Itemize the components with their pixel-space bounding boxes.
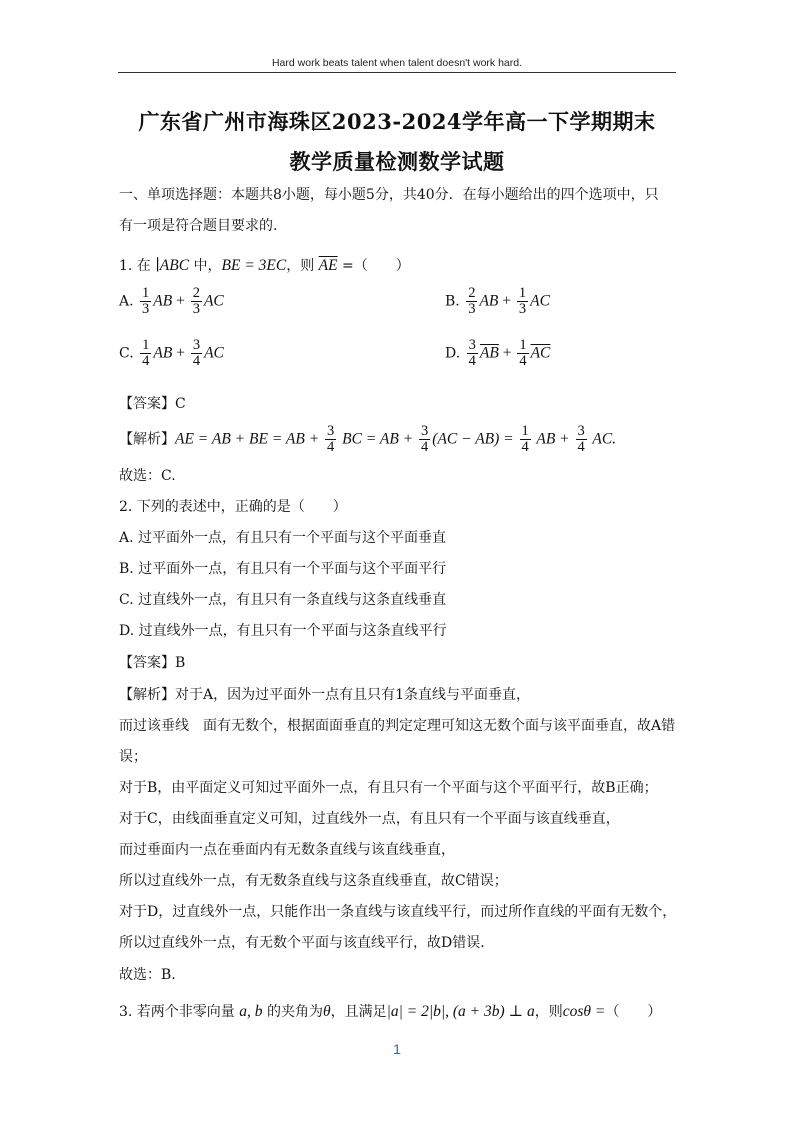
q1-analysis-expr: AC. [588, 430, 617, 448]
q2-option-a: A. 过平面外一点，有且只有一个平面与这个平面垂直 [119, 530, 447, 546]
fraction: $\frac{1}{3}$ [518, 285, 527, 318]
q2-option-b: B. 过平面外一点，有且只有一个平面与这个平面平行 [119, 561, 447, 577]
q1-target-vector: $\overline{AE}$ [318, 257, 338, 274]
q1-option-d: D. $\frac{3}{4}$ $\overline{AB}$ + $\frac{1}{4}$ $\overline{AC}$ [445, 337, 551, 370]
q1-option-b: B. $\frac{2}{3}$ AB + $\frac{1}{3}$ AC [445, 285, 550, 318]
fraction: $\frac{1}{4}$ [142, 337, 150, 370]
q3-stem [119, 1004, 661, 1020]
q2-analysis-line: 而过垂面内一点在垂面内有无数条直线与该直线垂直， [119, 842, 455, 858]
q2-option-c: C. 过直线外一点，有且只有一条直线与这条直线垂直 [119, 592, 447, 608]
q1-triangle: ∣ABC [155, 257, 190, 274]
q2-analysis-line: 所以过直线外一点，有无数条直线与这条直线垂直，故C错误； [119, 873, 508, 889]
q1-analysis-expr: AB + [532, 430, 574, 448]
q2-analysis-line: 对于D，过直线外一点，只能作出一条直线与该直线平行，而过所作直线的平面有无数个， [119, 904, 677, 920]
q1-stem [119, 258, 410, 274]
q1-stem-c: ，则 [286, 258, 319, 274]
q1-conclusion: 故选：C. [119, 468, 176, 484]
q1-option-c: C. $\frac{1}{4}$ AB + $\frac{3}{4}$ AC [119, 337, 224, 370]
q1-answer: 【答案】C [119, 396, 186, 412]
fraction: $\frac{3}{4}$ [421, 423, 429, 456]
q1-option-a-label: A. [119, 293, 134, 310]
q2-stem: 2. 下列的表述中，正确的是（ ） [119, 499, 347, 515]
q1-analysis-expr: AE = AB + BE = AB + [175, 430, 324, 448]
q1-stem-d: =（ ） [337, 258, 410, 274]
fraction: $\frac{3}{4}$ [327, 423, 335, 456]
q1-option-c-label: C. [119, 345, 134, 362]
q2-answer: 【答案】B [119, 655, 186, 671]
fraction: $\frac{1}{4}$ [521, 423, 529, 456]
q2-conclusion: 故选：B. [119, 967, 176, 983]
section-instructions-line2: 有一项是符合题目要求的. [119, 218, 278, 234]
page-number: 1 [393, 1041, 401, 1057]
q2-analysis-line: 【解析】对于A，因为过平面外一点有且只有1条直线与平面垂直， [119, 687, 531, 703]
q3-vectors: a, b [239, 1003, 263, 1020]
q2-option-d: D. 过直线外一点，有且只有一个平面与这条直线平行 [119, 623, 447, 639]
q3-stem-a: 3. 若两个非零向量 [119, 1004, 240, 1020]
q1-option-b-label: B. [445, 293, 460, 310]
page-header-motto: Hard work beats talent when talent doesn't work hard. [271, 57, 523, 69]
q3-stem-c: ，且满足 [330, 1004, 387, 1020]
q1-analysis [119, 424, 616, 455]
header-rule [118, 72, 676, 73]
section-instructions-line1: 一、单项选择题：本题共8小题，每小题5分，共40分．在每小题给出的四个选项中，只 [119, 187, 659, 203]
q2-analysis-line: 误； [119, 749, 147, 765]
fraction: $\frac{3}{4}$ [192, 337, 201, 370]
q3-ask: cosθ = [562, 1003, 606, 1020]
q1-stem-b: 中， [189, 258, 222, 274]
q3-stem-b: 的夹角为 [262, 1004, 323, 1020]
q1-stem-a: 1. 在 [119, 258, 156, 274]
fraction: $\frac{2}{3}$ [192, 285, 200, 318]
q1-condition: BE = 3EC [221, 257, 287, 274]
fraction: $\frac{2}{3}$ [468, 285, 476, 318]
q3-stem-e: （ ） [605, 1004, 662, 1020]
q1-analysis-label: 【解析】 [119, 431, 175, 448]
q1-analysis-expr: (AC − AB) = [432, 430, 518, 448]
fraction: $\frac{1}{3}$ [142, 285, 150, 318]
fraction: $\frac{3}{4}$ [468, 337, 476, 370]
fraction: $\frac{1}{4}$ [519, 337, 527, 370]
fraction: $\frac{3}{4}$ [577, 423, 585, 456]
q3-condition: |a| = 2|b|, (a + 3b) ⊥ a [386, 1003, 535, 1020]
q2-analysis-line: 对于B，由平面定义可知过平面外一点，有且只有一个平面与这个平面平行，故B正确； [119, 780, 658, 796]
q2-analysis-line: 对于C，由线面垂直定义可知，过直线外一点，有且只有一个平面与该直线垂直， [119, 811, 620, 827]
document-title-line1: 广东省广州市海珠区2023-2024学年高一下学期期末 [138, 109, 656, 134]
q1-option-a: A. $\frac{1}{3}$ AB + $\frac{2}{3}$ AC [119, 285, 224, 318]
document-title-line2: 教学质量检测数学试题 [289, 149, 505, 174]
q2-analysis-line: 所以过直线外一点，有无数个平面与该直线平行，故D错误. [119, 935, 485, 951]
q1-analysis-expr: BC = AB + [338, 430, 418, 448]
q3-stem-d: ，则 [534, 1004, 563, 1020]
q3-theta: θ [322, 1003, 331, 1020]
q1-option-d-label: D. [445, 345, 461, 362]
q2-analysis-line: 而过该垂线 面有无数个，根据面面垂直的判定定理可知这无数个面与该平面垂直，故A错 [119, 718, 676, 734]
